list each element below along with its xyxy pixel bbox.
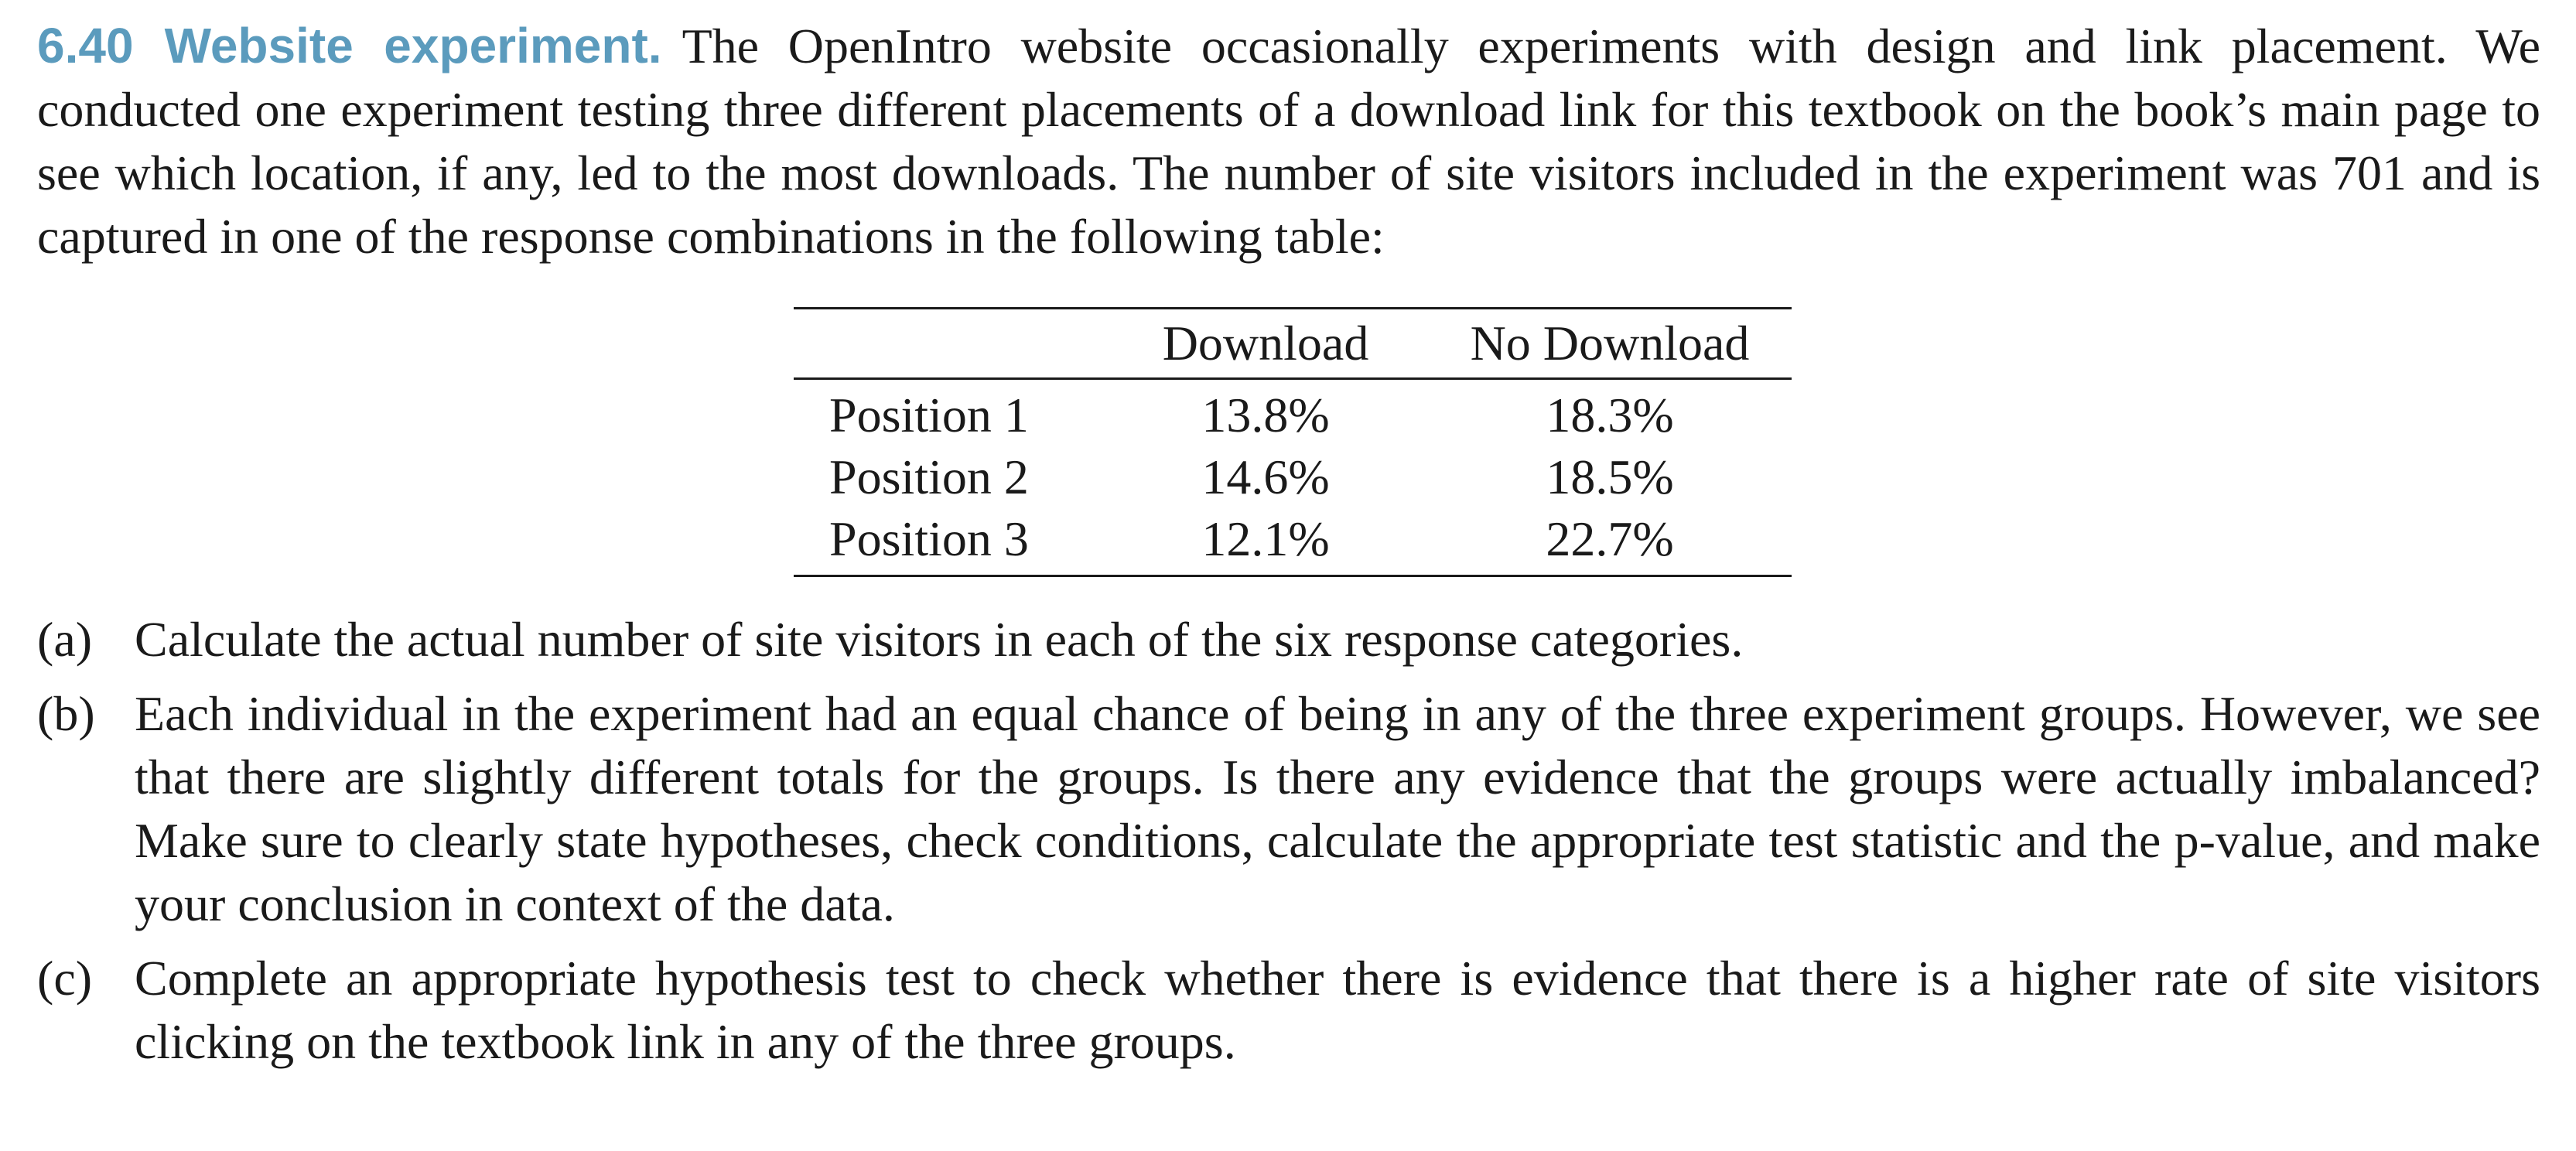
data-table xyxy=(794,307,1792,577)
table-row xyxy=(794,379,1792,447)
part-text: Each individual in the experiment had an equal chance of being in any of the three experiment groups. However, we see that there are slightly different totals for the groups. Is there any evidence that the groups were actually imbalanced? Make sure to clearly state hypotheses, check conditions, calculate the appropriate test statistic and the p-value, and make your conclusion in context of the data. xyxy=(135,686,2540,931)
exercise-parts xyxy=(37,608,2540,1074)
cell-download: 14.6% xyxy=(1201,449,1330,504)
exercise-title: Website experiment. xyxy=(164,18,662,73)
cell-no-download: 18.3% xyxy=(1546,388,1674,442)
part-c xyxy=(37,947,2540,1074)
table-header-download: Download xyxy=(1162,316,1369,371)
part-text: Calculate the actual number of site visitors in each of the six response categories. xyxy=(135,612,1744,667)
table-header-empty xyxy=(794,309,1103,379)
exercise-intro-text: The OpenIntro website occasionally experiments with design and link placement. We conducted one experiment testing three different placements of a download link for this textbook on the book’s main page to see which location, if any, led to the most downloads. The number of site visitors included in the experiment was 701 and is captured in one of the response combinations in the following table: xyxy=(37,19,2541,264)
row-label: Position 2 xyxy=(829,449,1029,504)
part-b xyxy=(37,682,2540,936)
cell-download: 12.1% xyxy=(1201,511,1330,566)
table-header-no-download: No Download xyxy=(1470,316,1750,371)
data-table-wrapper xyxy=(794,307,1792,577)
cell-no-download: 22.7% xyxy=(1546,511,1674,566)
table-row xyxy=(794,508,1792,576)
exercise-intro xyxy=(37,14,2540,268)
cell-download: 13.8% xyxy=(1201,388,1330,442)
part-label: (c) xyxy=(37,951,93,1006)
row-label: Position 3 xyxy=(829,511,1029,566)
exercise-number: 6.40 xyxy=(37,18,134,73)
table-row xyxy=(794,446,1792,508)
exercise-page xyxy=(37,14,2540,1084)
table-header-row xyxy=(794,309,1792,379)
part-label: (b) xyxy=(37,686,95,741)
part-a xyxy=(37,608,2540,671)
row-label: Position 1 xyxy=(829,388,1029,442)
cell-no-download: 18.5% xyxy=(1546,449,1674,504)
part-label: (a) xyxy=(37,612,93,667)
part-text: Complete an appropriate hypothesis test to check whether there is evidence that there is a higher rate of site visitors clicking on the textbook link in any of the three groups. xyxy=(135,951,2540,1069)
